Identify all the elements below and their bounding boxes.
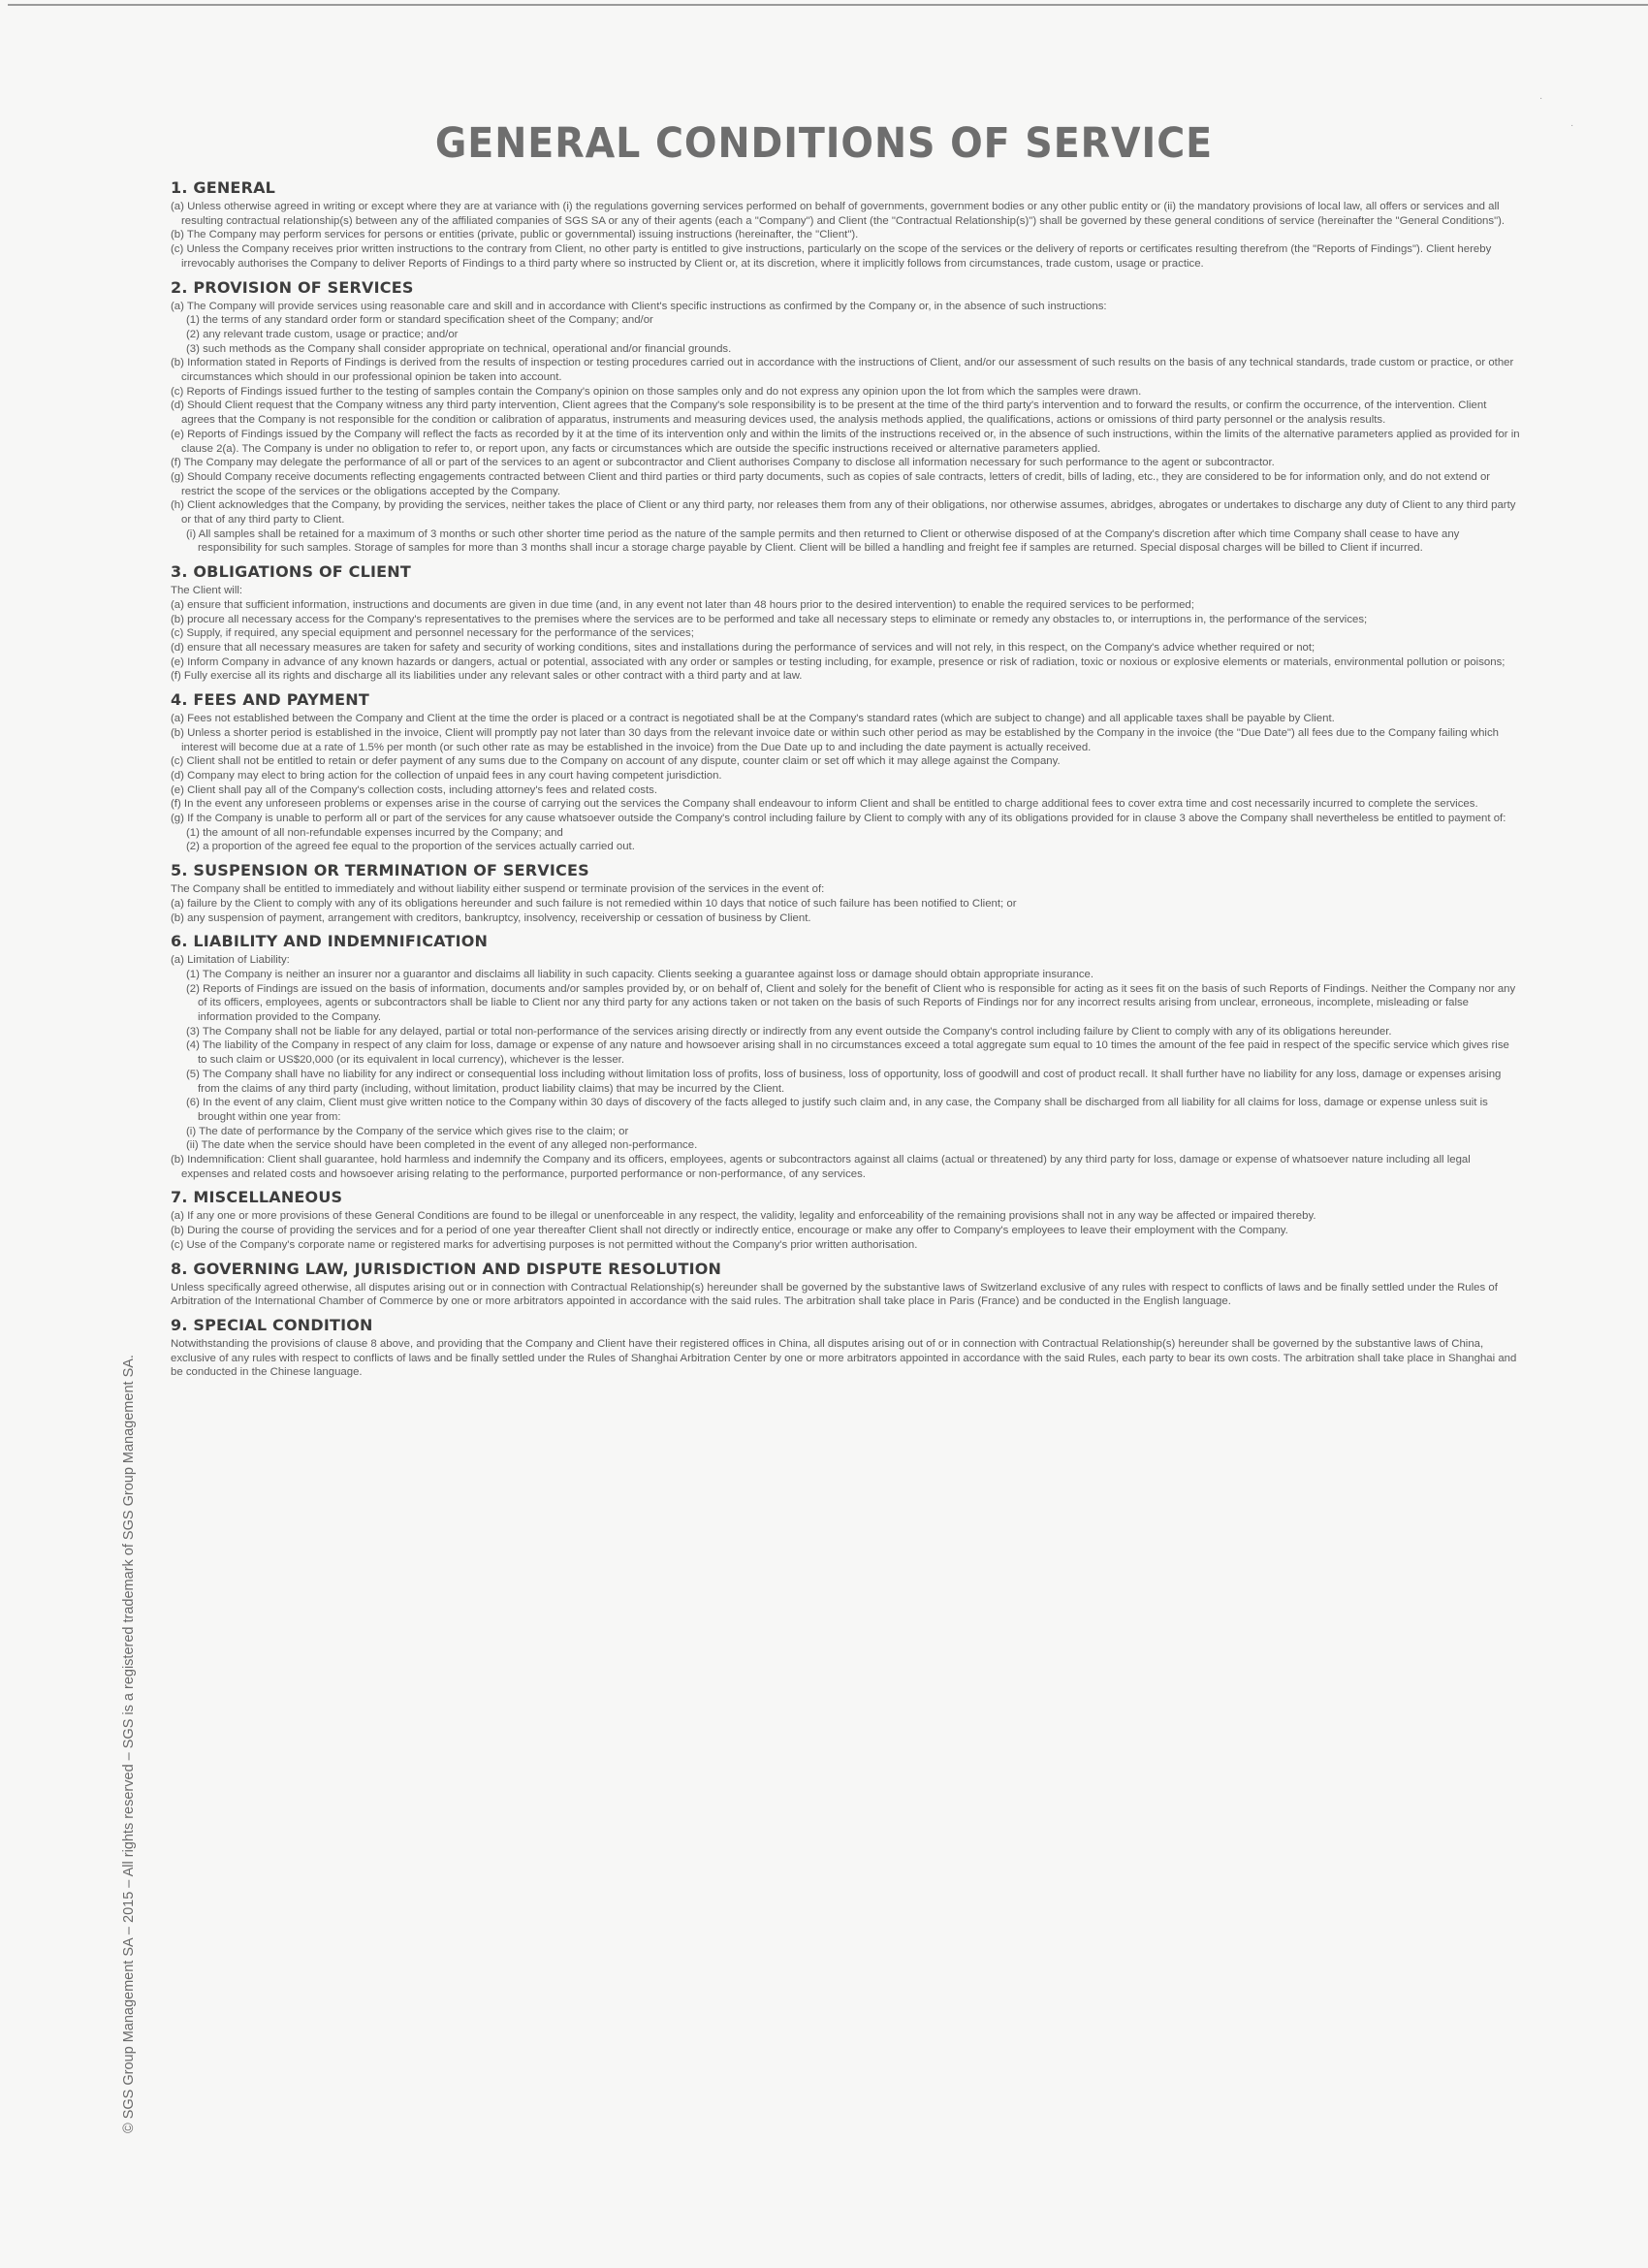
- section-5: [171, 861, 1520, 925]
- clause-text: (e) Inform Company in advance of any known hazards or dangers, actual or potential, associated with any order or samples or testing including, for example, presence or risk of radiation, toxic or noxious or explosive elements or materials, environmental pollution or poisons;: [171, 655, 1505, 668]
- clause-text: (4) The liability of the Company in respect of any claim for loss, damage or expense of any nature and howsoever arising shall in no circumstances exceed a total aggregate sum equal to 10 times the amount of the fee paid in respect of the specific service which gives rise to such claim or US$20,000 (or its equivalent in local currency), whichever is the lesser.: [186, 1039, 1509, 1067]
- clause-text: Notwithstanding the provisions of clause 8 above, and providing that the Company and Client have their registered offices in China, all disputes arising out of or in connection with Contractual Relationship(s) hereunder shall be governed by the substantive laws of China, exclusive of any rules with respect to conflicts of laws and be finally settled under the Rules of Shanghai Arbitration Center by one or more arbitrators appointed in accordance with the said Rules, each party to bear its own costs. The arbitration shall take place in Shanghai and be conducted in the Chinese language.: [171, 1338, 1517, 1379]
- clause-text: (a) ensure that sufficient information, instructions and documents are given in due time (and, in any event not later than 48 hours prior to the desired intervention) to enable the required services to be performed;: [171, 598, 1194, 611]
- clause-text: (f) The Company may delegate the performance of all or part of the services to an agent or subcontractor and Client authorises Company to disclose all information necessary for such performance to the agent or subcontractor.: [171, 457, 1275, 469]
- clause-text: (h) Client acknowledges that the Company, by providing the services, neither takes the place of Client or any third party, nor releases them from any of their obligations, nor otherwise assumes, abridges, abrogates or undertakes to discharge any duty of Client to any third party or that of any third party to Client.: [171, 499, 1516, 527]
- section-2: [171, 278, 1520, 557]
- clause-text: (b) During the course of providing the services and for a period of one year thereafter Client shall not directly or indirectly entice, encourage or make any offer to Company's employees to leave their employment with the Company.: [171, 1225, 1288, 1237]
- section-heading: 9. SPECIAL CONDITION: [171, 1316, 373, 1334]
- scan-speck: ·: [1539, 93, 1543, 104]
- clause-text: (1) The Company is neither an insurer nor a guarantor and disclaims all liability in such capacity. Clients seeking a guarantee against loss or damage should obtain appropriate insurance.: [186, 968, 1094, 980]
- clause-text: (e) Reports of Findings issued by the Company will reflect the facts as recorded by it at the time of its intervention only and within the limits of the instructions received or, in the absence of such instructions, within the limits of the alternative parameters applied as provided for in clause 2(a). The Company is under no obligation to refer to, or report upon, any facts or circumstances which are outside the specific instructions received or alternative parameters applied.: [171, 428, 1520, 455]
- section-heading: 7. MISCELLANEOUS: [171, 1188, 343, 1207]
- section-1: [171, 178, 1520, 272]
- clause-text: (c) Supply, if required, any special equipment and personnel necessary for the performance of the services;: [171, 627, 694, 640]
- section-3: [171, 562, 1520, 684]
- section-7: [171, 1188, 1520, 1252]
- scan-speck: ·: [1570, 120, 1574, 131]
- section-heading: 4. FEES AND PAYMENT: [171, 690, 369, 710]
- clause-text: (b) any suspension of payment, arrangement with creditors, bankruptcy, insolvency, receivership or cessation of business by Client.: [171, 911, 811, 924]
- clause-text: (b) The Company may perform services for persons or entities (private, public or governmental) issuing instructions (hereinafter, the "Client").: [171, 229, 859, 241]
- section-6: [171, 932, 1520, 1181]
- section-9: [171, 1316, 1520, 1380]
- clause-text: (i) All samples shall be retained for a maximum of 3 months or such other shorter time period as the nature of the sample permits and then returned to Client or otherwise disposed of at the Company's discretion after which time Company shall cease to have any responsibility for such samples. Storage of samples for more than 3 months shall incur a storage charge payable by Client. Client will be billed a handling and freight fee if samples are returned. Special disposal charges will be billed to Client if incurred.: [186, 527, 1460, 555]
- clause-text: (b) Indemnification: Client shall guarantee, hold harmless and indemnify the Company and its officers, employees, agents or subcontractors against all claims (actual or threatened) by any third party for loss, damage or expense of whatsoever nature including all legal expenses and related costs and howsoever arising relating to the performance, purported performance or non-performance, of any services.: [171, 1154, 1471, 1180]
- section-8: [171, 1260, 1520, 1309]
- clause-text: (3) such methods as the Company shall consider appropriate on technical, operational and/or financial grounds.: [186, 342, 732, 355]
- clause-text: (1) the terms of any standard order form or standard specification sheet of the Company; and/or: [186, 314, 653, 327]
- clause-text: (g) If the Company is unable to perform all or part of the services for any cause whatsoever outside the Company's control including failure by Client to comply with any of its obligations provided for in clause 3 above the Company shall nevertheless be entitled to payment of:: [171, 813, 1506, 825]
- conditions-body: [171, 178, 1520, 1387]
- section-heading: 5. SUSPENSION OR TERMINATION OF SERVICES: [171, 861, 589, 880]
- clause-text: (b) Unless a shorter period is established in the invoice, Client will promptly pay not later than 30 days from the relevant invoice date or within such other period as may be established by the Company in the invoice (the "Due Date") all fees due to the Company failing which interest will become due at a rate of 1.5% per month (or such other rate as may be established in the invoice) from the Due Date up to and including the date payment is actually received.: [171, 726, 1499, 753]
- clause-text: The Client will:: [171, 585, 243, 597]
- clause-text: (a) The Company will provide services using reasonable care and skill and in accordance with Client's specific instructions as confirmed by the Company or, in the absence of such instructions:: [171, 300, 1107, 312]
- clause-text: (c) Reports of Findings issued further to the testing of samples contain the Company's opinion on those samples only and do not express any opinion upon the lot from which the samples were drawn.: [171, 385, 1142, 398]
- section-heading: 1. GENERAL: [171, 178, 276, 197]
- clause-text: (b) Information stated in Reports of Findings is derived from the results of inspection or testing procedures carried out in accordance with the instructions of Client, and/or our assessment of such results on the basis of any technical standards, trade custom or practice, or other circumstances which should in our professional opinion be taken into account.: [171, 357, 1514, 384]
- clause-text: (2) any relevant trade custom, usage or practice; and/or: [186, 328, 459, 340]
- clause-text: (f) Fully exercise all its rights and discharge all its liabilities under any relevant sales or other contract with a third party and at law.: [171, 670, 803, 683]
- section-4: [171, 690, 1520, 854]
- document-title: GENERAL CONDITIONS OF SERVICE: [434, 118, 1214, 168]
- section-heading: 6. LIABILITY AND INDEMNIFICATION: [171, 932, 489, 951]
- clause-text: (a) Unless otherwise agreed in writing or except where they are at variance with (i) the regulations governing services performed on behalf of governments, government bodies or any other public entity or (ii) the mandatory provisions of local law, all offers or services and all resulting contractual relationship(s) between any of the affiliated companies of SGS SA or any of their agents (each a "Company") and Client (the "Contractual Relationship(s)") shall be governed by these general conditions of service (hereinafter the "General Conditions").: [171, 201, 1505, 227]
- clause-text: (b) procure all necessary access for the Company's representatives to the premises where the services are to be performed and take all necessary steps to eliminate or remedy any obstacles to, or interruptions in, the performance of the services;: [171, 613, 1368, 625]
- clause-text: (6) In the event of any claim, Client must give written notice to the Company within 30 days of discovery of the facts alleged to justify such claim and, in any case, the Company shall be discharged from all liability for all claims for loss, damage or expense unless suit is brought within one year from:: [186, 1097, 1488, 1123]
- clause-text: (i) The date of performance by the Company of the service which gives rise to the claim; or: [186, 1125, 629, 1137]
- clause-text: (1) the amount of all non-refundable expenses incurred by the Company; and: [186, 826, 563, 839]
- clause-text: (a) Limitation of Liability:: [171, 954, 290, 967]
- clause-text: (d) ensure that all necessary measures are taken for safety and security of working conditions, sites and installations during the performance of services and will not rely, in this respect, on the Company's advice whether required or not;: [171, 641, 1315, 654]
- clause-text: (5) The Company shall have no liability for any indirect or consequential loss including without limitation loss of profits, loss of business, loss of opportunity, loss of goodwill and cost of product recall. It shall further have no liability for any loss, damage or expenses arising from the claims of any third party (including, without limitation, product liability claims) that may be incurred by the Client.: [186, 1068, 1502, 1095]
- clause-text: (c) Unless the Company receives prior written instructions to the contrary from Client, no other party is entitled to give instructions, particularly on the scope of the services or the delivery of reports or certificates resulting therefrom (the "Reports of Findings"). Client hereby irrevocably authorises the Company to deliver Reports of Findings to a third party where so instructed by Client or, at its discretion, where it implicitly follows from circumstances, trade custom, usage or practice.: [171, 243, 1492, 270]
- clause-text: (2) a proportion of the agreed fee equal to the proportion of the services actually carried out.: [186, 841, 635, 853]
- clause-text: (f) In the event any unforeseen problems or expenses arise in the course of carrying out the services the Company shall endeavour to inform Client and shall be entitled to charge additional fees to cover extra time and cost necessarily incurred to complete the services.: [171, 798, 1478, 811]
- clause-text: (g) Should Company receive documents reflecting engagements contracted between Client and third parties or third party documents, such as copies of sale contracts, letters of credit, bills of lading, etc., they are considered to be for information only, and do not extend or restrict the scope of the services or the obligations accepted by the Company.: [171, 470, 1491, 497]
- clause-text: (d) Should Client request that the Company witness any third party intervention, Client agrees that the Company's sole responsibility is to be present at the time of the third party's intervention and to forward the results, or confirm the occurrence, of the intervention. Client agrees that the Company is not responsible for the condition or calibration of apparatus, instruments and measuring devices used, the analysis methods applied, the qualifications, actions or omissions of third party personnel or the analysis results.: [171, 399, 1487, 427]
- copyright-notice: © SGS Group Management SA – 2015 – All rights reserved – SGS is a registered trademark of SGS Group Management SA.: [121, 1355, 137, 2133]
- top-border-line: [8, 4, 1648, 6]
- clause-text: (c) Use of the Company's corporate name or registered marks for advertising purposes is not permitted without the Company's prior written authorisation.: [171, 1238, 918, 1251]
- clause-text: (c) Client shall not be entitled to retain or defer payment of any sums due to the Company on account of any dispute, counter claim or set off which it may allege against the Company.: [171, 755, 1061, 768]
- clause-text: (3) The Company shall not be liable for any delayed, partial or total non-performance of the services arising directly or indirectly from any event outside the Company's control including failure by Client to comply with any of its obligations hereunder.: [186, 1025, 1392, 1038]
- section-heading: 8. GOVERNING LAW, JURISDICTION AND DISPUTE RESOLUTION: [171, 1259, 722, 1278]
- section-heading: 2. PROVISION OF SERVICES: [171, 277, 414, 297]
- clause-text: (a) Fees not established between the Company and Client at the time the order is placed or a contract is negotiated shall be at the Company's standard rates (which are subject to change) and all applicable taxes shall be payable by Client.: [171, 713, 1335, 725]
- clause-text: (ii) The date when the service should have been completed in the event of any alleged non-performance.: [186, 1139, 698, 1152]
- clause-text: (e) Client shall pay all of the Company's collection costs, including attorney's fees and related costs.: [171, 783, 657, 796]
- clause-text: (d) Company may elect to bring action for the collection of unpaid fees in any court having competent jurisdiction.: [171, 769, 722, 782]
- section-heading: 3. OBLIGATIONS OF CLIENT: [171, 562, 411, 582]
- clause-text: The Company shall be entitled to immediately and without liability either suspend or terminate provision of the services in the event of:: [171, 883, 825, 896]
- clause-text: Unless specifically agreed otherwise, all disputes arising out or in connection with Contractual Relationship(s) hereunder shall be governed by the substantive laws of Switzerland exclusive of any rules with respect to conflicts of laws and be finally settled under the Rules of Arbitration of the International Chamber of Commerce by one or more arbitrators appointed in accordance with the said rules. The arbitration shall take place in Paris (France) and be conducted in the English language.: [171, 1281, 1498, 1308]
- clause-text: (a) failure by the Client to comply with any of its obligations hereunder and such failure is not remedied within 10 days that notice of such failure has been notified to Client; or: [171, 897, 1017, 910]
- clause-text: (2) Reports of Findings are issued on the basis of information, documents and/or samples provided by, or on behalf of, Client and solely for the benefit of Client who is responsible for acting as it sees fit on the basis of such Reports of Findings. Neither the Company nor any of its officers, employees, agents or subcontractors shall be liable to Client nor any third party for any actions taken or not taken on the basis of such Reports of Findings nor for any incorrect results arising from unclear, erroneous, incomplete, misleading or false information provided to the Company.: [186, 982, 1516, 1024]
- clause-text: (a) If any one or more provisions of these General Conditions are found to be illegal or unenforceable in any respect, the validity, legality and enforceability of the remaining provisions shall not in any way be affected or impaired thereby.: [171, 1210, 1316, 1223]
